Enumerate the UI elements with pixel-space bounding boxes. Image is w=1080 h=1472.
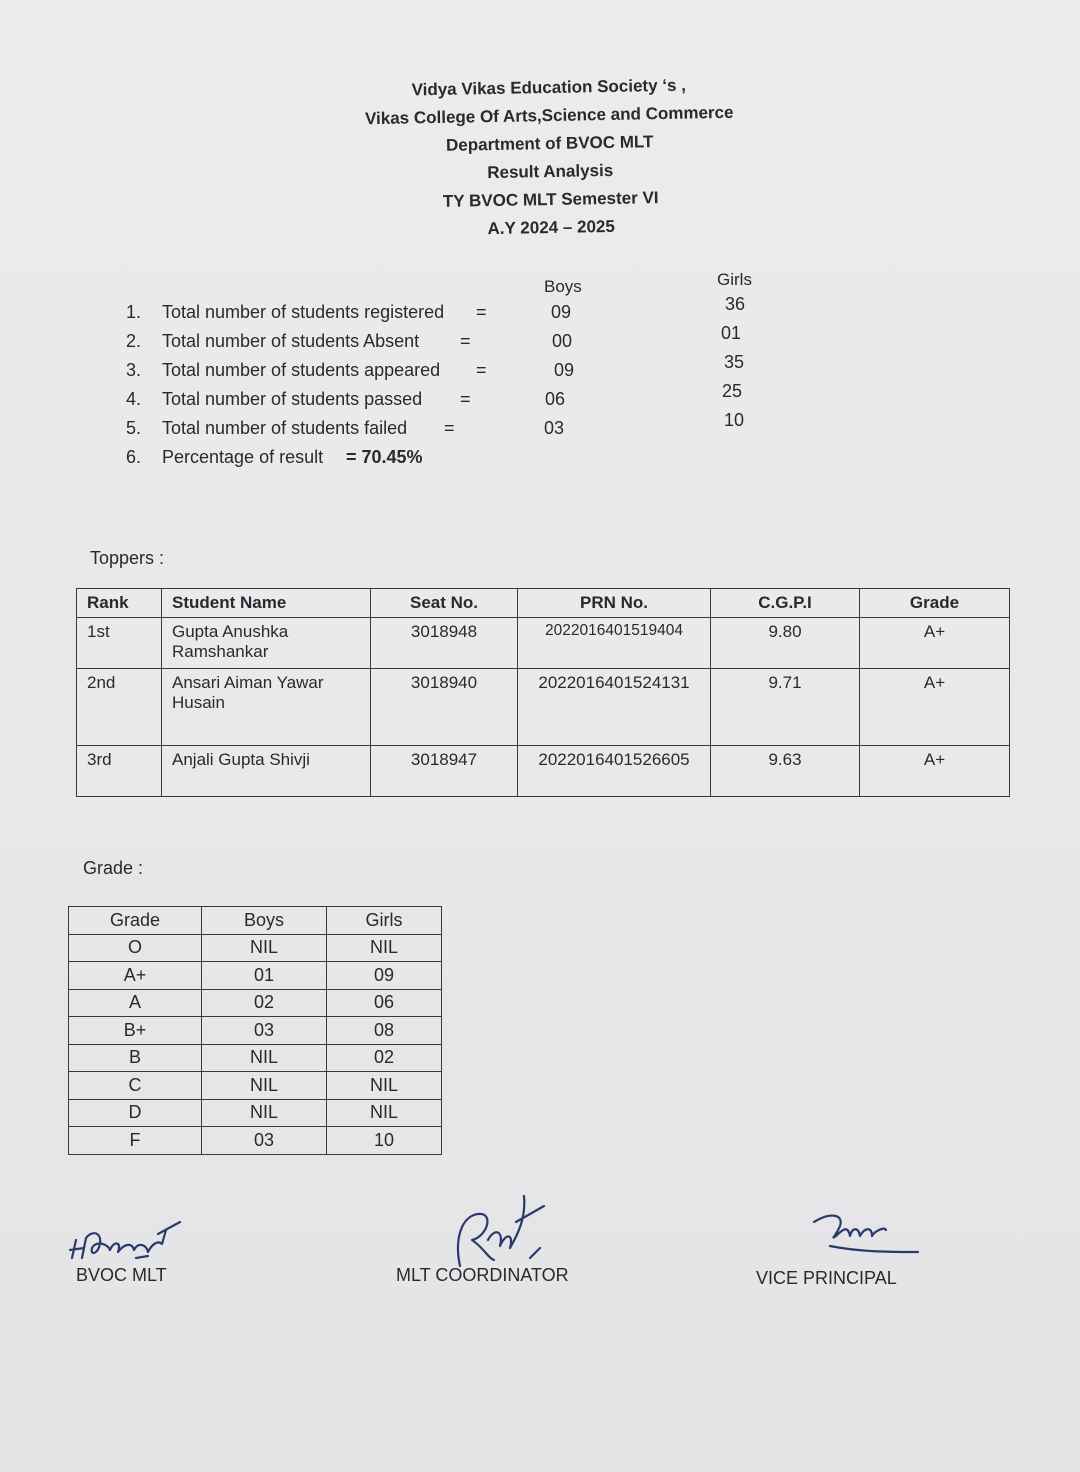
stat-boys-value: 03 — [543, 418, 565, 438]
stat-label: Total number of students passed — [162, 389, 423, 409]
grade-cell: B — [69, 1044, 202, 1072]
rank-cell: 1st — [77, 618, 162, 669]
mlt-coordinator-signature-label: MLT COORDINATOR — [396, 1265, 569, 1285]
seat-no-cell: 3018947 — [371, 746, 518, 797]
stat-label: Total number of students Absent — [162, 331, 420, 351]
prn-cell: 2022016401524131 — [518, 669, 711, 746]
girls-cell: 06 — [327, 989, 442, 1017]
seat-no-cell: 3018948 — [371, 618, 518, 669]
table-row — [69, 989, 442, 1017]
column-header: Grade — [860, 589, 1010, 618]
column-header: Girls — [327, 907, 442, 935]
stat-label: Total number of students failed — [162, 418, 408, 438]
table-row — [77, 746, 1010, 797]
boys-cell: NIL — [202, 934, 327, 962]
student-name-cell: Anjali Gupta Shivji — [162, 746, 371, 797]
girls-cell: 02 — [327, 1044, 442, 1072]
student-name-cell: Gupta Anushka Ramshankar — [162, 618, 371, 669]
stat-equals: = — [476, 302, 487, 322]
table-row — [69, 1044, 442, 1072]
table-header-row — [77, 589, 1010, 618]
grade-cell: O — [69, 934, 202, 962]
stat-number: 4. — [126, 389, 142, 409]
document-title: Result Analysis — [487, 160, 614, 183]
table-row — [69, 1072, 442, 1100]
mlt-coordinator-signature — [444, 1188, 564, 1274]
society-name: Vidya Vikas Education Society ‘s , — [411, 75, 687, 100]
column-header: PRN No. — [518, 589, 711, 618]
boys-cell: 01 — [202, 962, 327, 990]
girls-cell: 09 — [327, 962, 442, 990]
stat-equals: = — [476, 360, 487, 380]
girls-cell: 10 — [327, 1127, 442, 1155]
boys-cell: NIL — [202, 1099, 327, 1127]
column-header: Grade — [69, 907, 202, 935]
bvoc-mlt-signature — [62, 1200, 192, 1270]
boys-cell: 03 — [202, 1017, 327, 1045]
grade-cell: A+ — [69, 962, 202, 990]
table-row — [77, 669, 1010, 746]
stat-boys-value: 00 — [551, 331, 573, 351]
stat-girls-value: 35 — [723, 352, 745, 372]
boys-column-label: Boys — [544, 277, 582, 296]
bvoc-mlt-signature-label: BVOC MLT — [76, 1265, 167, 1285]
seat-no-cell: 3018940 — [371, 669, 518, 746]
stat-girls-value: 36 — [724, 294, 746, 314]
table-row — [69, 1017, 442, 1045]
rank-cell: 2nd — [77, 669, 162, 746]
document-header — [359, 71, 742, 246]
girls-cell: NIL — [327, 1099, 442, 1127]
grade-heading: Grade : — [83, 858, 144, 878]
table-row — [69, 1099, 442, 1127]
stat-row — [126, 381, 766, 418]
stat-boys-value: 09 — [553, 360, 575, 380]
stats-list — [126, 294, 766, 476]
boys-cell: NIL — [202, 1044, 327, 1072]
grade-cell: A — [69, 989, 202, 1017]
stat-number: 1. — [126, 302, 142, 322]
grade-cell: C — [69, 1072, 202, 1100]
stat-row — [126, 294, 766, 331]
stat-number: 5. — [126, 418, 142, 438]
girls-cell: NIL — [327, 1072, 442, 1100]
boys-cell: NIL — [202, 1072, 327, 1100]
stat-number: 6. — [126, 447, 142, 467]
stat-row — [126, 352, 766, 389]
cgpi-cell: 9.71 — [711, 669, 860, 746]
column-header: Rank — [77, 589, 162, 618]
stat-boys-value: 06 — [544, 389, 566, 409]
cgpi-cell: 9.80 — [711, 618, 860, 669]
girls-cell: NIL — [327, 934, 442, 962]
stat-girls-value: 01 — [720, 323, 742, 343]
column-header: C.G.P.I — [711, 589, 860, 618]
table-header-row — [69, 907, 442, 935]
table-row — [69, 1127, 442, 1155]
stat-girls-value: 10 — [723, 410, 745, 430]
vice-principal-signature — [800, 1206, 930, 1264]
stat-equals: = — [460, 331, 471, 351]
stat-number: 3. — [126, 360, 142, 380]
toppers-heading: Toppers : — [90, 548, 165, 568]
prn-cell: 2022016401526605 — [518, 746, 711, 797]
stat-label: Total number of students registered — [162, 302, 445, 322]
academic-year: A.Y 2024 – 2025 — [487, 216, 616, 239]
stat-equals: = — [444, 418, 455, 438]
column-header: Student Name — [162, 589, 371, 618]
vice-principal-signature-label: VICE PRINCIPAL — [756, 1268, 897, 1288]
grade-cell: A+ — [860, 669, 1010, 746]
stat-equals: = — [460, 389, 471, 409]
girls-column-label: Girls — [717, 270, 752, 289]
column-header: Seat No. — [371, 589, 518, 618]
rank-cell: 3rd — [77, 746, 162, 797]
grade-cell: B+ — [69, 1017, 202, 1045]
percentage-label: Percentage of result — [162, 447, 324, 467]
table-row — [69, 934, 442, 962]
stat-row — [126, 323, 766, 360]
class-name: TY BVOC MLT Semester VI — [442, 188, 659, 211]
column-header: Boys — [202, 907, 327, 935]
table-row — [69, 962, 442, 990]
grade-cell: A+ — [860, 746, 1010, 797]
department-name: Department of BVOC MLT — [445, 132, 654, 155]
grade-cell: A+ — [860, 618, 1010, 669]
stat-label: Total number of students appeared — [162, 360, 441, 380]
prn-cell: 2022016401519404 — [518, 618, 711, 669]
college-name: Vikas College Of Arts,Science and Commerce — [364, 102, 734, 129]
percentage-row — [126, 447, 766, 476]
stat-number: 2. — [126, 331, 142, 351]
grade-cell: D — [69, 1099, 202, 1127]
grade-cell: F — [69, 1127, 202, 1155]
cgpi-cell: 9.63 — [711, 746, 860, 797]
stat-row — [126, 410, 766, 447]
girls-cell: 08 — [327, 1017, 442, 1045]
grade-distribution-table — [68, 906, 442, 1155]
student-name-cell: Ansari Aiman Yawar Husain — [162, 669, 371, 746]
table-row — [77, 618, 1010, 669]
boys-cell: 03 — [202, 1127, 327, 1155]
toppers-table — [76, 588, 1010, 797]
boys-cell: 02 — [202, 989, 327, 1017]
stat-girls-value: 25 — [721, 381, 743, 401]
stat-boys-value: 09 — [550, 302, 572, 322]
percentage-value: = 70.45% — [346, 447, 423, 467]
